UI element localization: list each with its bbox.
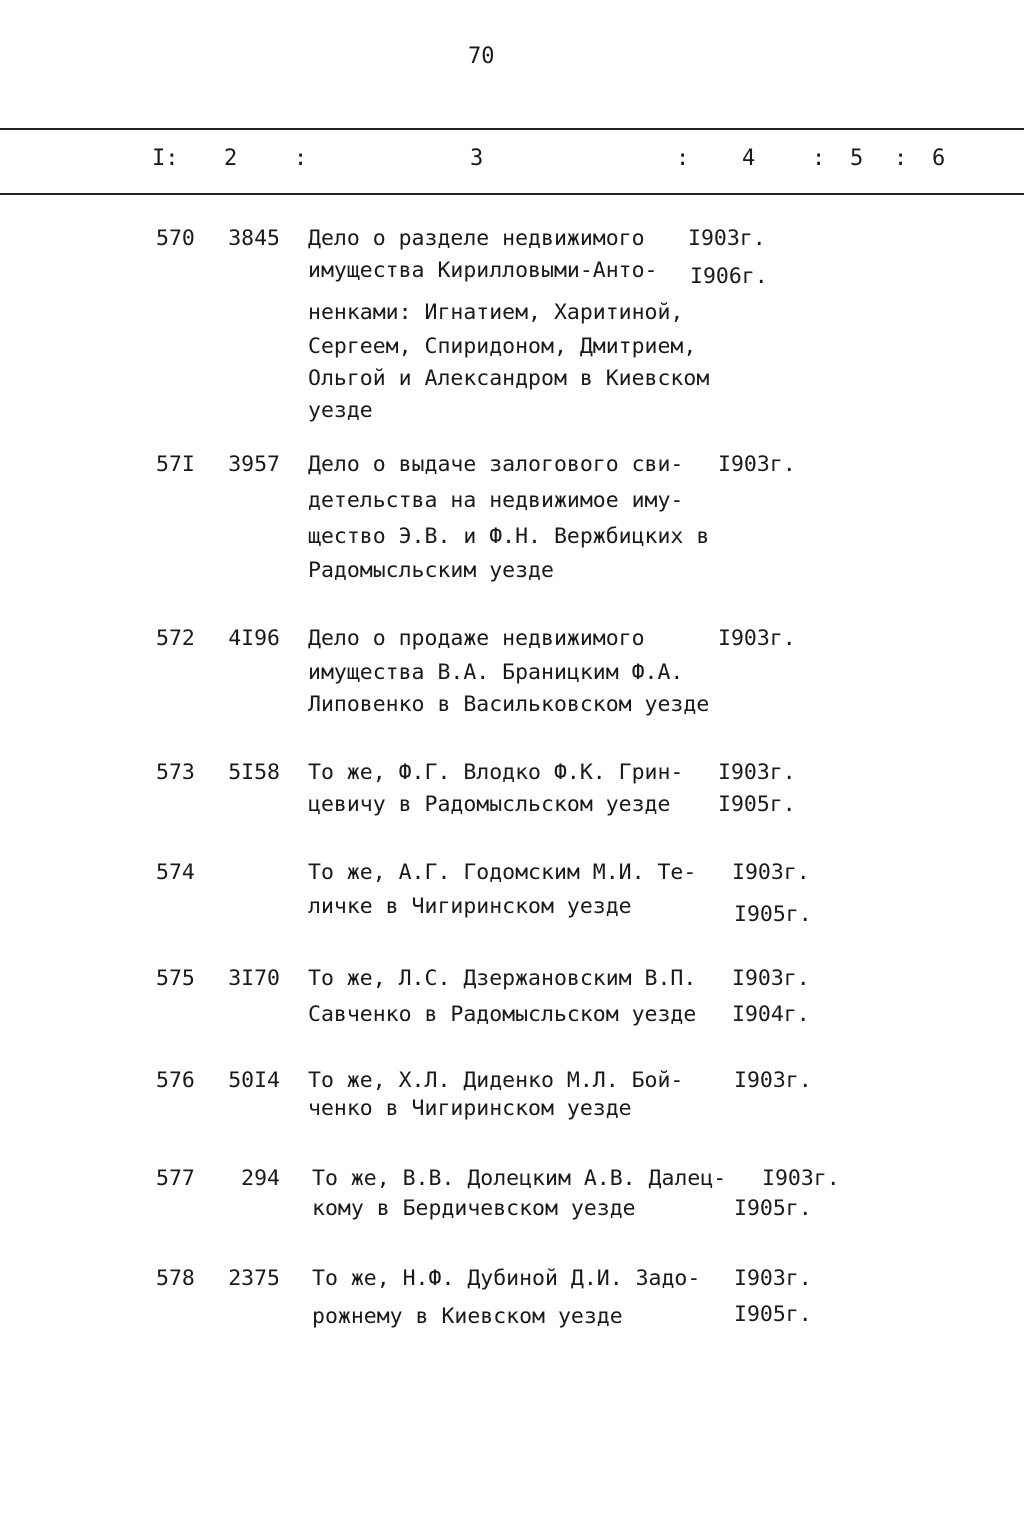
entry-number: 570: [156, 226, 195, 251]
date-start: I903г.: [762, 1166, 840, 1191]
column-separator: :: [812, 146, 826, 171]
page-number: 70: [468, 44, 495, 69]
entry-number: 576: [156, 1068, 195, 1093]
entry-line: То же, А.Г. Годомским М.И. Те-: [308, 860, 697, 885]
entry-number: 575: [156, 966, 195, 991]
entry-number: 57I: [156, 452, 195, 477]
date-end: I904г.: [732, 1002, 810, 1027]
archive-code: 3845: [228, 226, 280, 251]
date-start: I903г.: [718, 760, 796, 785]
entry-line: Дело о выдаче залогового сви-: [308, 452, 684, 477]
column-header-3: 3: [470, 146, 484, 171]
archive-code: 2375: [228, 1266, 280, 1291]
entry-line: уезде: [308, 398, 373, 423]
header-rule-bottom: [0, 193, 1024, 195]
column-separator: :: [294, 146, 308, 171]
header-rule-top: [0, 128, 1024, 130]
entry-line: цевичу в Радомысльском уезде: [308, 792, 671, 817]
entry-line: Савченко в Радомысльском уезде: [308, 1002, 697, 1027]
entry-number: 574: [156, 860, 195, 885]
entry-number: 573: [156, 760, 195, 785]
date-end: I905г.: [734, 1302, 812, 1327]
entry-line: рожнему в Киевском уезде: [312, 1304, 623, 1329]
archive-code: 3957: [228, 452, 280, 477]
entry-line: щество Э.В. и Ф.Н. Вержбицких в: [308, 524, 710, 549]
entry-line: имущества Кирилловыми-Анто-: [308, 258, 658, 283]
date-start: I903г.: [732, 860, 810, 885]
date-start: I903г.: [718, 452, 796, 477]
archive-code: 3I70: [228, 966, 280, 991]
date-start: I903г.: [718, 626, 796, 651]
date-end: I906г.: [690, 264, 768, 289]
entry-line: То же, Л.С. Дзержановским В.П.: [308, 966, 697, 991]
date-end: I905г.: [734, 1196, 812, 1221]
archive-code: 4I96: [228, 626, 280, 651]
entry-line: Дело о разделе недвижимого: [308, 226, 645, 251]
column-header-6: 6: [932, 146, 946, 171]
entry-line: Сергеем, Спиридоном, Дмитрием,: [308, 334, 697, 359]
entry-line: личке в Чигиринском уезде: [308, 894, 632, 919]
date-start: I903г.: [734, 1266, 812, 1291]
date-start: I903г.: [732, 966, 810, 991]
entry-line: То же, Ф.Г. Влодко Ф.К. Грин-: [308, 760, 684, 785]
column-separator: :: [676, 146, 690, 171]
entry-line: ненками: Игнатием, Харитиной,: [308, 300, 684, 325]
entry-line: ченко в Чигиринском уезде: [308, 1096, 632, 1121]
column-header-2: 2: [224, 146, 238, 171]
entry-line: Радомысльским уезде: [308, 558, 554, 583]
entry-number: 577: [156, 1166, 195, 1191]
archive-code: 5I58: [228, 760, 280, 785]
column-separator: :: [894, 146, 908, 171]
entry-line: Ольгой и Александром в Киевском: [308, 366, 710, 391]
column-header-5: 5: [850, 146, 864, 171]
entry-line: Липовенко в Васильковском уезде: [308, 692, 710, 717]
entry-line: имущества В.А. Браницким Ф.А.: [308, 660, 684, 685]
entry-line: детельства на недвижимое иму-: [308, 488, 684, 513]
entry-line: То же, Х.Л. Диденко М.Л. Бой-: [308, 1068, 684, 1093]
entry-line: То же, В.В. Долецким А.В. Далец-: [312, 1166, 727, 1191]
entry-line: То же, Н.Ф. Дубиной Д.И. Задо-: [312, 1266, 701, 1291]
entry-line: кому в Бердичевском уезде: [312, 1196, 636, 1221]
column-header-1: I:: [152, 146, 179, 171]
date-end: I905г.: [734, 902, 812, 927]
date-end: I905г.: [718, 792, 796, 817]
entry-line: Дело о продаже недвижимого: [308, 626, 645, 651]
column-header-4: 4: [742, 146, 756, 171]
archive-code: 294: [241, 1166, 280, 1191]
entry-number: 572: [156, 626, 195, 651]
date-start: I903г.: [688, 226, 766, 251]
archive-code: 50I4: [228, 1068, 280, 1093]
entry-number: 578: [156, 1266, 195, 1291]
date-start: I903г.: [734, 1068, 812, 1093]
